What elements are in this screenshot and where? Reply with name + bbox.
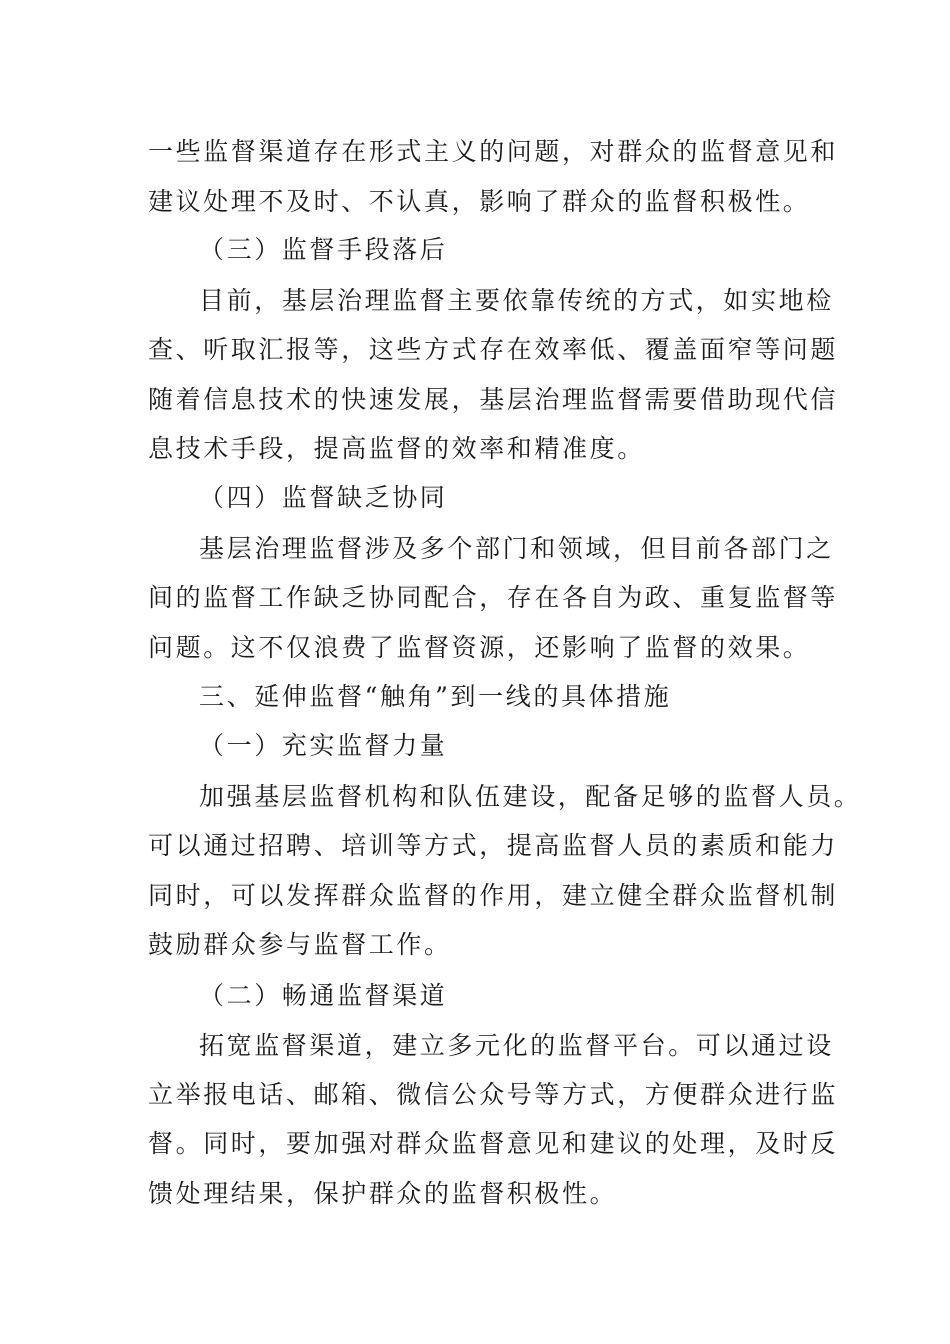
section-heading: （一）充实监督力量 [199, 731, 448, 760]
paragraph-line: 查、听取汇报等，这些方式存在效率低、覆盖面窄等问题 [148, 335, 839, 364]
section-heading: （二）畅通监督渠道 [199, 981, 448, 1010]
paragraph-line: 同时，可以发挥群众监督的作用，建立健全群众监督机制 [148, 881, 839, 910]
paragraph-line: 基层治理监督涉及多个部门和领域，但目前各部门之 [199, 534, 834, 563]
paragraph-line: 随着信息技术的快速发展，基层治理监督需要借助现代信 [148, 385, 839, 414]
paragraph-line: 问题。这不仅浪费了监督资源，还影响了监督的效果。 [148, 633, 811, 662]
paragraph-line: 馈处理结果，保护群众的监督积极性。 [148, 1179, 618, 1208]
paragraph-line: 鼓励群众参与监督工作。 [148, 930, 452, 959]
paragraph-line: 一些监督渠道存在形式主义的问题，对群众的监督意见和 [148, 137, 839, 166]
paragraph-line: 督。同时，要加强对群众监督意见和建议的处理，及时反 [148, 1129, 839, 1158]
paragraph-line: 立举报电话、邮箱、微信公众号等方式，方便群众进行监 [148, 1080, 839, 1109]
paragraph-line: 间的监督工作缺乏协同配合，存在各自为政、重复监督等 [148, 583, 839, 612]
section-heading: （三）监督手段落后 [199, 235, 448, 264]
paragraph-line: 可以通过招聘、培训等方式，提高监督人员的素质和能力 [148, 831, 839, 860]
paragraph-line: 目前，基层治理监督主要依靠传统的方式，如实地检 [199, 286, 834, 315]
paragraph-line: 息技术手段，提高监督的效率和精准度。 [148, 434, 645, 463]
paragraph-line: 加强基层监督机构和队伍建设，配备足够的监督人员。 [199, 782, 862, 811]
paragraph-line: 拓宽监督渠道，建立多元化的监督平台。可以通过设 [199, 1031, 834, 1060]
section-heading: （四）监督缺乏协同 [199, 483, 448, 512]
paragraph-line: 建议处理不及时、不认真，影响了群众的监督积极性。 [148, 187, 811, 216]
chapter-heading: 三、延伸监督“触角”到一线的具体措施 [199, 682, 672, 711]
